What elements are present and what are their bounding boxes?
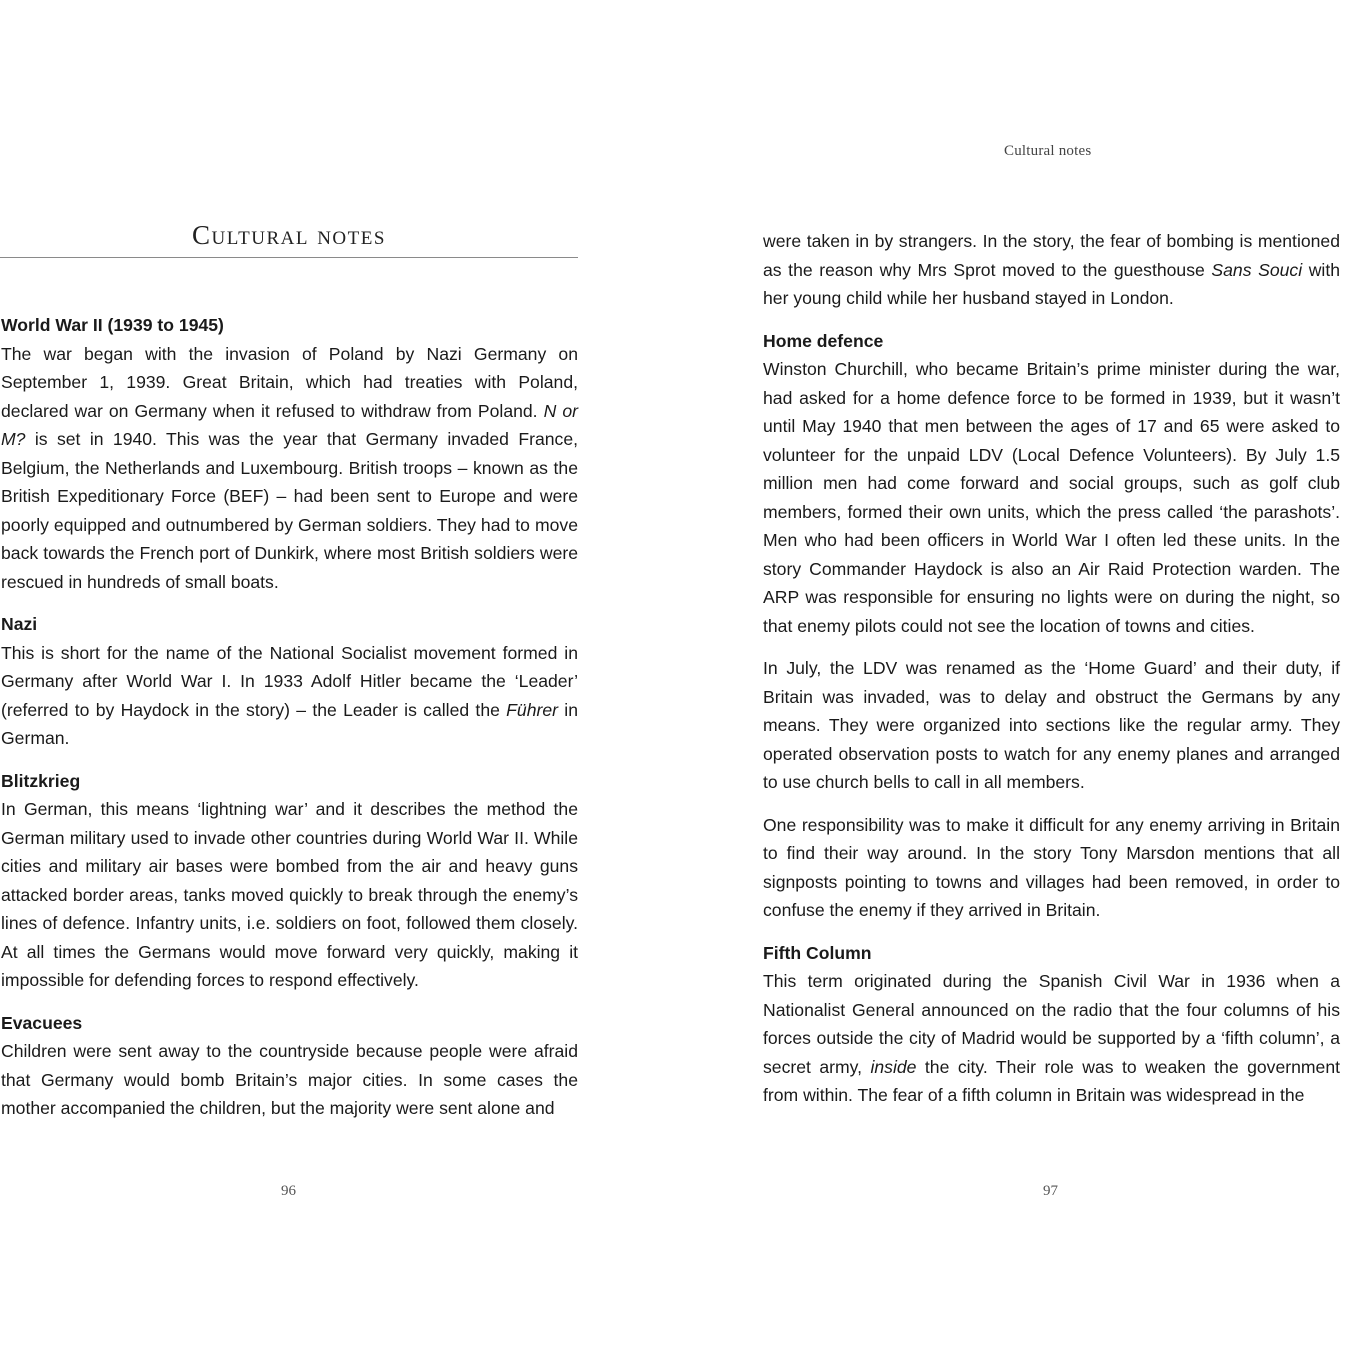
- text-run: is set in 1940. This was the year that Germany invaded France, Belgium, the Netherlands and Luxembourg. British troops – known as the British Expeditionary Force (BEF) – had been sent to Europe and were poorly equipped and outnumbered by German soldiers. They had to move back towards the French port of Dunkirk, where most British soldiers were rescued in hundreds of small boats.: [1, 429, 578, 592]
- section-paragraph: [763, 967, 1340, 1110]
- section-paragraph: [1, 340, 578, 597]
- chapter-title: Cultural notes: [192, 220, 386, 250]
- text-run: in German.: [1, 699, 578, 748]
- text-run: the city. Their role was to weaken the government from within. The fear of a fifth column in Britain was widespread in the: [763, 1056, 1340, 1105]
- section-blitzkrieg: [1, 767, 578, 995]
- title-rule: [0, 257, 578, 258]
- section-paragraph: Winston Churchill, who became Britain’s prime minister during the war, had asked for a home defence force to be formed in 1939, but it wasn’t until May 1940 that men between the ages of 17 and 65 were asked to volunteer for the unpaid LDV (Local Defence Volunteers). By July 1.5 million men had come forward and social groups, such as golf club members, formed their own units, which the press called ‘the parashots’. Men who had been officers in World War I often led these units. In the story Commander Haydock is also an Air Raid Protection warden. The ARP was responsible for ensuring no lights were on during the night, so that enemy pilots could not see the location of towns and cities.: [763, 359, 1340, 636]
- section-paragraph: In German, this means ‘lightning war’ and it describes the method the German military used to invade other countries during World War II. While cities and military air bases were bombed from the air and heavy guns attacked border areas, tanks moved quickly to break through the enemy’s lines of defence. Infantry units, i.e. soldiers on foot, followed them closely. At all times the Germans would move forward very quickly, making it impossible for defending forces to respond effectively.: [1, 799, 578, 990]
- italic-word: inside: [870, 1056, 917, 1077]
- section-paragraph: One responsibility was to make it difficult for any enemy arriving in Britain to find their way around. In the story Tony Marsdon mentions that all signposts pointing to towns and villages had been removed, in order to confuse the enemy if they arrived in Britain.: [763, 814, 1340, 920]
- section-evacuees: [1, 1009, 578, 1123]
- section-home-defence: [763, 327, 1340, 925]
- text-run: The war began with the invasion of Poland by Nazi Germany on September 1, 1939. Great Britain, which had treaties with Poland, declared war on Germany when it refused to withdraw from Poland.: [1, 343, 578, 421]
- text-run: This term originated during the Spanish Civil War in 1936 when a Nationalist General announced on the radio that the four columns of his forces outside the city of Madrid would be supported by a ‘fifth column’, a secret army,: [763, 971, 1340, 1077]
- section-paragraph: Children were sent away to the countryside because people were afraid that Germany would bomb Britain’s major cities. In some cases the mother accompanied the children, but the majority were sent alone and: [1, 1041, 578, 1118]
- section-evacuees-continued: [763, 227, 1340, 313]
- section-heading: Home defence: [763, 330, 884, 351]
- page-number-right: 97: [1043, 1183, 1058, 1199]
- italic-name: Sans Souci: [1211, 259, 1303, 280]
- section-nazi: [1, 610, 578, 753]
- section-heading: Blitzkrieg: [1, 770, 81, 791]
- right-column: [763, 227, 1340, 1124]
- text-run: with her young child while her husband stayed in London.: [763, 259, 1340, 308]
- italic-term: Führer: [506, 699, 558, 720]
- section-heading: Nazi: [1, 614, 38, 634]
- section-paragraph: In July, the LDV was renamed as the ‘Home Guard’ and their duty, if Britain was invaded, was to delay and obstruct the Germans by any means. They were organized into sections like the regular army. They operated observation posts to watch for any enemy planes and arranged to use church bells to call in all members.: [763, 658, 1340, 792]
- left-column: [1, 311, 578, 1137]
- section-heading: Evacuees: [1, 1012, 83, 1033]
- section-fifth-column: [763, 939, 1340, 1110]
- section-heading: Fifth Column: [763, 942, 872, 963]
- running-head: Cultural notes: [1004, 143, 1092, 159]
- text-run: were taken in by strangers. In the story, the fear of bombing is mentioned as the reason why Mrs Sprot moved to the guesthouse: [763, 231, 1340, 280]
- section-world-war-ii: [1, 311, 578, 596]
- section-heading: World War II (1939 to 1945): [1, 315, 224, 335]
- text-run: This is short for the name of the National Socialist movement formed in Germany after World War I. In 1933 Adolf Hitler became the ‘Leader’ (referred to by Haydock in the story) – the Leader is called the: [1, 642, 578, 720]
- italic-title: N or M?: [1, 400, 578, 449]
- page-number-left: 96: [281, 1183, 296, 1199]
- section-paragraph: [763, 227, 1340, 313]
- section-paragraph: [1, 639, 578, 753]
